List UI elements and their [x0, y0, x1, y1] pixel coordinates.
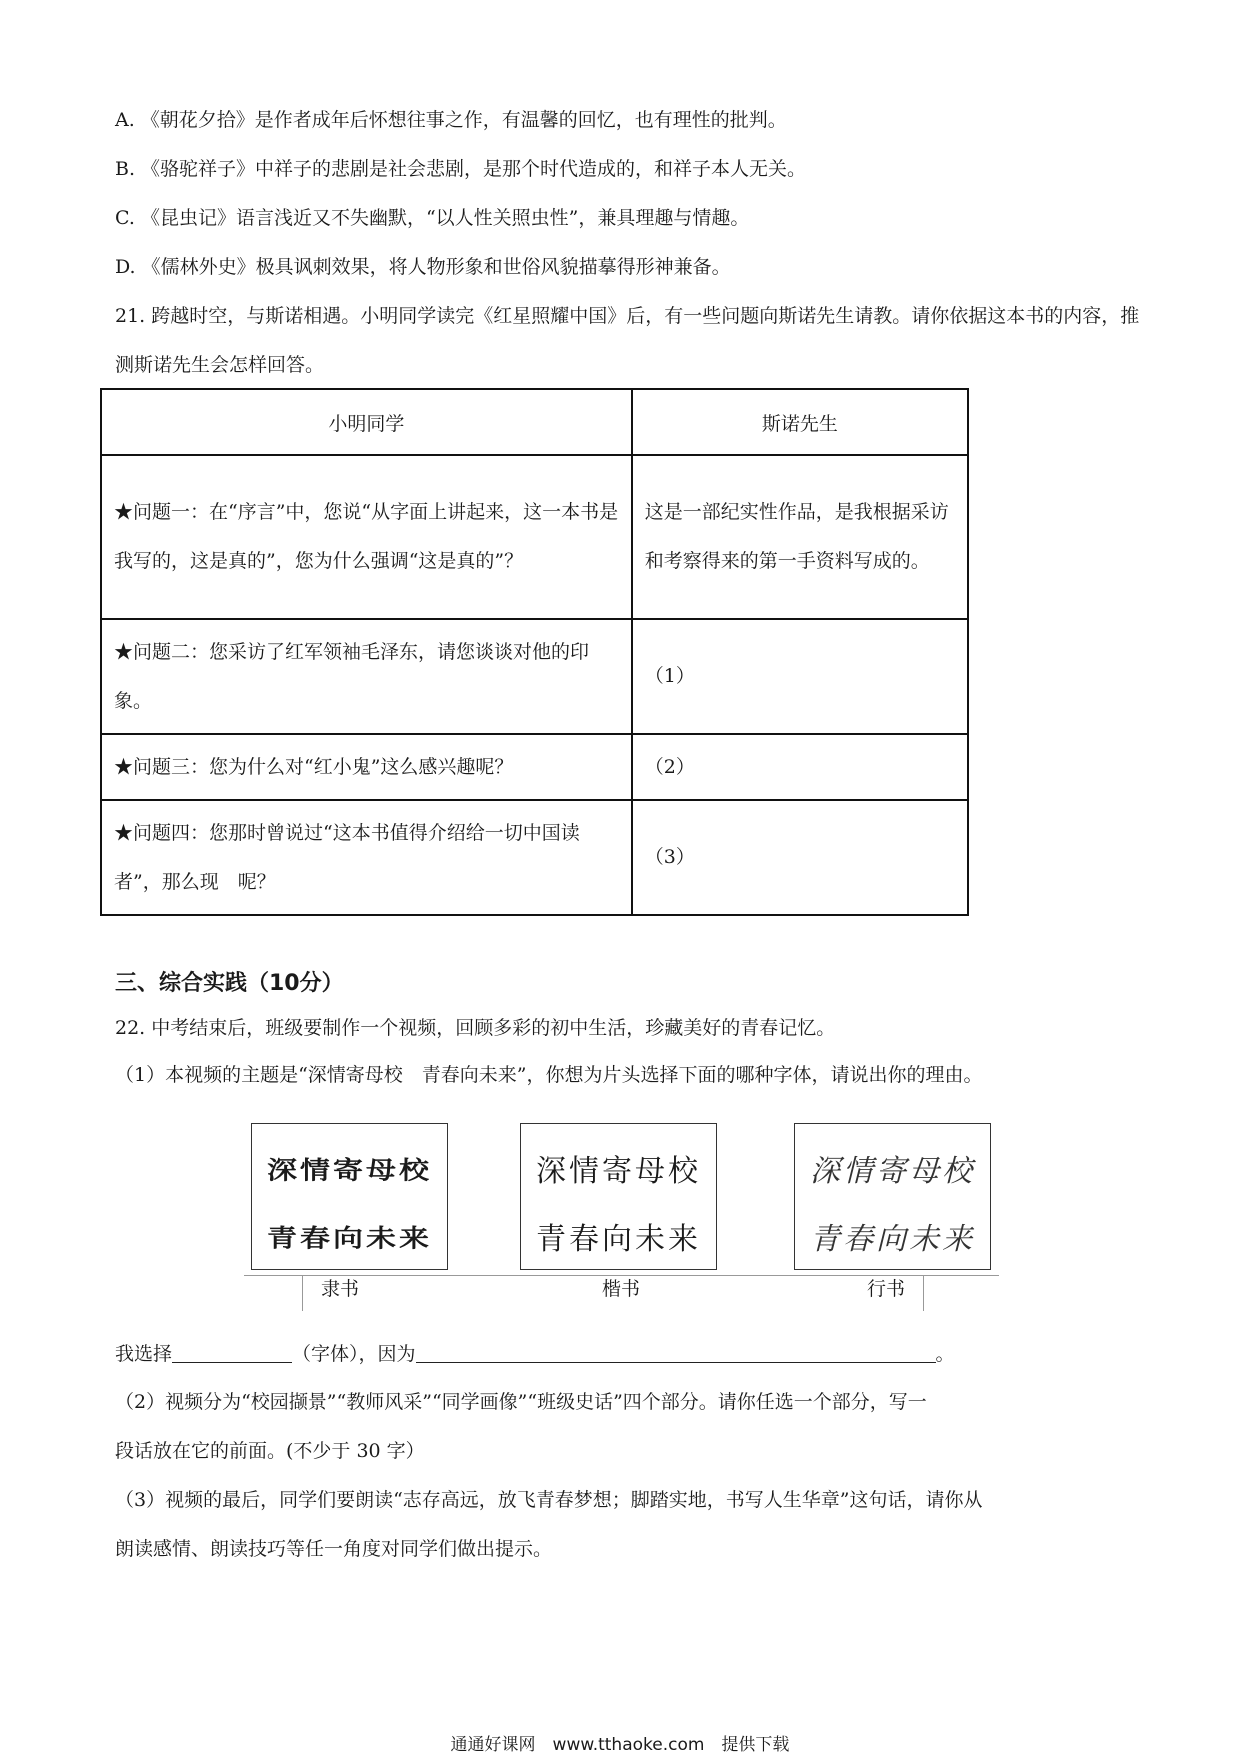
option-c: C. 《昆虫记》语言浅近又不失幽默，“以人性关照虫性”，兼具理趣与情趣。 — [115, 207, 750, 229]
question-cell: ★问题四：您那时曾说过“这本书值得介绍给一切中国读者”，那么现 呢？ — [101, 800, 632, 915]
answer-end: 。 — [935, 1343, 955, 1365]
answer-cell: 这是一部纪实性作品，是我根据采访和考察得来的第一手资料写成的。 — [632, 455, 968, 619]
font-sample-line: 深情寄母校 — [267, 1156, 432, 1186]
answer-prefix: 我选择 — [115, 1343, 173, 1365]
answer-blank-2[interactable]: （2） — [632, 734, 968, 800]
font-sample-line: 青春向未来 — [810, 1222, 975, 1257]
font-caption-xingshu: 行书 — [867, 1278, 906, 1300]
question-cell: ★问题一：在“序言”中，您说“从字面上讲起来，这一本书是我写的，这是真的”，您为什么强调“这是真的”？ — [101, 455, 632, 619]
caption-tick-left — [302, 1275, 303, 1311]
font-sample-xingshu — [794, 1123, 991, 1270]
question-cell: ★问题三：您为什么对“红小鬼”这么感兴趣呢？ — [101, 734, 632, 800]
answer-blank-1[interactable]: （1） — [632, 619, 968, 734]
table-row — [101, 734, 968, 800]
sub-question-3-cont: 朗读感情、朗读技巧等任一角度对同学们做出提示。 — [115, 1538, 553, 1560]
font-sample-line: 青春向未来 — [536, 1222, 701, 1257]
font-sample-kaishu — [520, 1123, 717, 1270]
sub-question-2-cont: 段话放在它的前面。(不少于 30 字） — [115, 1440, 425, 1462]
header-xiaoming: 小明同学 — [101, 389, 632, 455]
table-row — [101, 800, 968, 915]
page-footer: 通通好课网 www.tthaoke.com 提供下载 — [450, 1735, 790, 1755]
sub-question-2: （2）视频分为“校园撷景”“教师风采”“同学画像”“班级史话”四个部分。请你任选一个部分，写一 — [115, 1391, 927, 1413]
font-sample-lishu — [251, 1123, 448, 1270]
answer-mid: （字体），因为 — [292, 1343, 416, 1365]
option-a: A. 《朝花夕拾》是作者成年后怀想往事之作，有温馨的回忆，也有理性的批判。 — [115, 109, 787, 131]
section-heading: 三、综合实践（10分） — [115, 971, 344, 996]
header-snow: 斯诺先生 — [632, 389, 968, 455]
font-sample-line: 青春向未来 — [267, 1224, 432, 1254]
sub-question-1: （1）本视频的主题是“深情寄母校 青春向未来”，你想为片头选择下面的哪种字体，请说出你的理由。 — [115, 1064, 983, 1086]
font-choice-blank[interactable] — [172, 1342, 292, 1363]
font-sample-line: 深情寄母校 — [536, 1154, 701, 1189]
option-d: D. 《儒林外史》极具讽刺效果，将人物形象和世俗风貌描摹得形神兼备。 — [115, 256, 731, 278]
font-caption-kaishu: 楷书 — [602, 1278, 641, 1300]
table-header-row — [101, 389, 968, 455]
question-21: 21. 跨越时空，与斯诺相遇。小明同学读完《红星照耀中国》后，有一些问题向斯诺先生请教。请你依据这本书的内容，推测斯诺先生会怎样回答。 — [115, 305, 1140, 376]
answer-blank-3[interactable]: （3） — [632, 800, 968, 915]
reason-blank[interactable] — [416, 1342, 936, 1363]
option-b: B. 《骆驼祥子》中祥子的悲剧是社会悲剧，是那个时代造成的，和祥子本人无关。 — [115, 158, 807, 180]
font-choice-answer-line — [115, 1340, 955, 1368]
table-row — [101, 455, 968, 619]
caption-tick-right — [923, 1275, 924, 1311]
question-22: 22. 中考结束后，班级要制作一个视频，回顾多彩的初中生活，珍藏美好的青春记忆。 — [115, 1017, 836, 1039]
font-caption-lishu: 隶书 — [321, 1278, 360, 1300]
sub-question-3: （3）视频的最后，同学们要朗读“志存高远，放飞青春梦想；脚踏实地，书写人生华章”这句话，请你从 — [115, 1489, 983, 1511]
question-cell: ★问题二：您采访了红军领袖毛泽东，请您谈谈对他的印象。 — [101, 619, 632, 734]
font-sample-line: 深情寄母校 — [810, 1154, 975, 1189]
table-row — [101, 619, 968, 734]
snow-qa-table — [100, 388, 969, 916]
